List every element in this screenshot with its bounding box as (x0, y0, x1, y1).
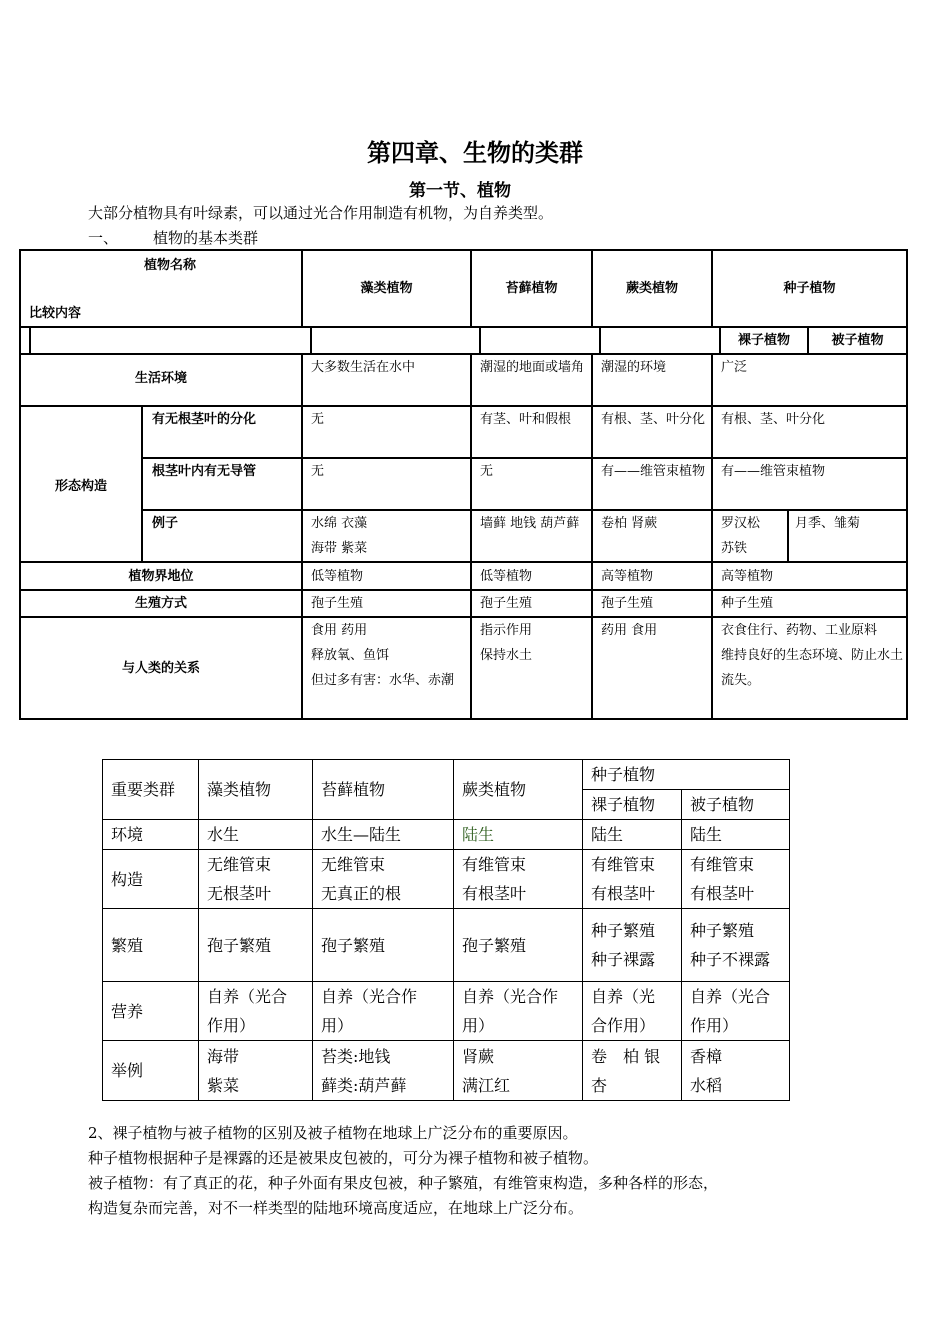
cell-line: 陆生 (690, 825, 723, 844)
table-cell (583, 820, 682, 850)
table-row (103, 982, 790, 1041)
col-header-algae: 藻类植物 (360, 281, 413, 296)
cell: 种子生殖 (721, 596, 774, 611)
cell-line: 合作用） (591, 1016, 656, 1035)
table-cell (682, 850, 790, 909)
table-cell (682, 909, 790, 982)
cell-line: 种子繁殖 (591, 921, 656, 940)
table-cell (313, 1041, 454, 1101)
cell-line: 无真正的根 (321, 884, 402, 903)
cell: 苏铁 (721, 541, 748, 556)
paragraph-line: 构造复杂而完善，对不一样类型的陆地环境高度适应，在地球上广泛分布。 (88, 1199, 584, 1217)
cell: 药用 食用 (601, 623, 658, 638)
table-cell (199, 820, 313, 850)
table-cell (313, 909, 454, 982)
cell: 有——维管束植物 (601, 464, 706, 479)
cell: 维持良好的生态环境、防止水土流失。 (721, 648, 904, 688)
cell: 潮湿的地面或墙角 (480, 360, 585, 375)
sub-header-gymnosperm: 裸子植物 (737, 333, 790, 348)
table-row (103, 1041, 790, 1101)
cell: 有茎、叶和假根 (480, 412, 572, 427)
cell-line: 肾蕨 (462, 1046, 495, 1066)
col-header-fern: 蕨类植物 (625, 281, 678, 296)
table-cell (199, 909, 313, 982)
cell: 潮湿的环境 (601, 360, 667, 375)
cell-line: 紫菜 (207, 1075, 240, 1095)
table-cell (583, 850, 682, 909)
cell-line: 香樟 (690, 1046, 723, 1066)
table-cell (682, 820, 790, 850)
paragraph-line: 种子植物根据种子是裸露的还是被果皮包被的，可分为裸子植物和被子植物。 (88, 1149, 599, 1167)
row-label-reproduction: 生殖方式 (134, 596, 187, 611)
cell: 低等植物 (480, 569, 533, 584)
row-label: 繁殖 (103, 909, 199, 982)
row-label-example: 例子 (152, 516, 179, 531)
heading-number: 一、 (88, 229, 119, 247)
cell-line: 作用） (207, 1016, 256, 1035)
table-cell (454, 850, 583, 909)
cell: 月季、雏菊 (795, 516, 861, 531)
cell: 孢子生殖 (601, 596, 654, 611)
cell-line: 苔类:地钱 (321, 1046, 391, 1066)
section-title: 第一节、植物 (409, 181, 511, 201)
cell-line: 用） (462, 1016, 495, 1035)
table-row (103, 850, 790, 909)
cell-line: 杏 (591, 1075, 608, 1095)
row-label-relation: 与人类的关系 (121, 661, 200, 676)
cell-line: 种子裸露 (591, 950, 656, 969)
cell-line: 孢子繁殖 (207, 935, 272, 955)
cell: 指示作用 (480, 623, 533, 638)
comparison-table (102, 759, 790, 1101)
cell-line: 藓类:葫芦藓 (321, 1075, 407, 1095)
row-label: 环境 (103, 820, 199, 850)
row-label: 营养 (103, 982, 199, 1041)
table-row (103, 820, 790, 850)
table-cell (199, 1041, 313, 1101)
cell-line: 有根茎叶 (591, 884, 656, 903)
row-label: 举例 (103, 1041, 199, 1101)
header-cell: 蕨类植物 (454, 760, 583, 820)
cell-line: 有维管束 (591, 855, 656, 874)
cell: 食用 药用 (311, 623, 368, 638)
row-label: 构造 (103, 850, 199, 909)
table-cell (682, 1041, 790, 1101)
cell: 低等植物 (311, 569, 364, 584)
table-row (103, 909, 790, 982)
cell-line: 无根茎叶 (207, 884, 272, 903)
cell-line: 满江红 (462, 1075, 511, 1095)
cell: 释放氧、鱼饵 (311, 648, 390, 663)
row-label-vessel: 根茎叶内有无导管 (152, 464, 257, 479)
cell: 无 (480, 464, 494, 479)
cell: 无 (311, 464, 325, 479)
cell: 有根、茎、叶分化 (721, 412, 826, 427)
plant-groups-table (19, 249, 908, 720)
cell: 高等植物 (721, 569, 774, 584)
cell: 有——维管束植物 (721, 464, 826, 479)
corner-bottom-label: 比较内容 (29, 306, 82, 321)
cell-line: 自养（光合作 (321, 987, 418, 1006)
cell-line: 作用） (690, 1016, 739, 1035)
header-cell: 藻类植物 (199, 760, 313, 820)
row-group-morphology: 形态构造 (54, 479, 107, 494)
cell-line: 孢子繁殖 (321, 935, 386, 955)
col-header-seed: 种子植物 (783, 281, 836, 296)
cell-line: 有根茎叶 (690, 884, 755, 903)
cell: 高等植物 (601, 569, 654, 584)
row-label-organ: 有无根茎叶的分化 (152, 412, 257, 427)
cell: 水绵 衣藻 (311, 516, 368, 531)
cell-line: 有根茎叶 (462, 884, 527, 903)
cell: 保持水土 (480, 648, 533, 663)
header-cell: 苔藓植物 (313, 760, 454, 820)
heading-text: 植物的基本类群 (153, 229, 259, 247)
document-title: 第四章、生物的类群 (367, 139, 583, 167)
intro-paragraph: 大部分植物具有叶绿素，可以通过光合作用制造有机物，为自养类型。 (88, 204, 554, 222)
table-cell (454, 982, 583, 1041)
row-label-environment: 生活环境 (134, 371, 187, 386)
header-cell: 重要类群 (103, 760, 199, 820)
cell-line: 卷 柏 银 (591, 1046, 661, 1066)
cell: 卷柏 肾蕨 (601, 516, 658, 531)
table-cell (313, 820, 454, 850)
cell: 墙藓 地钱 葫芦藓 (480, 516, 580, 531)
header-cell: 被子植物 (682, 790, 790, 820)
cell: 广泛 (721, 360, 748, 375)
cell: 无 (311, 412, 325, 427)
cell-line: 孢子繁殖 (462, 935, 527, 955)
cell-line: 有维管束 (690, 855, 755, 874)
cell: 孢子生殖 (311, 596, 364, 611)
cell-line: 有维管束 (462, 855, 527, 874)
cell-line: 自养（光合 (207, 987, 288, 1006)
table-cell (583, 909, 682, 982)
cell-line: 水生 (207, 825, 240, 844)
cell-line: 陆生 (591, 825, 624, 844)
cell-line: 水稻 (690, 1075, 723, 1095)
cell-line: 海带 (207, 1046, 240, 1066)
cell-line: 陆生 (462, 825, 495, 844)
cell: 有根、茎、叶分化 (601, 412, 706, 427)
table-cell (199, 850, 313, 909)
table-cell (313, 982, 454, 1041)
cell-line: 无维管束 (207, 855, 272, 874)
cell: 但过多有害：水华、赤潮 (311, 673, 455, 688)
table-cell (199, 982, 313, 1041)
table-cell (454, 909, 583, 982)
table-cell (454, 820, 583, 850)
header-cell: 裸子植物 (583, 790, 682, 820)
table-cell (583, 982, 682, 1041)
table-cell (313, 850, 454, 909)
table-cell (682, 982, 790, 1041)
cell-line: 自养（光合 (690, 987, 771, 1006)
sub-header-angiosperm: 被子植物 (831, 333, 884, 348)
cell-line: 用） (321, 1016, 354, 1035)
cell-line: 种子繁殖 (690, 921, 755, 940)
corner-top-label: 植物名称 (144, 258, 197, 273)
cell-line: 自养（光合作 (462, 987, 559, 1006)
cell: 衣食住行、药物、工业原料 (721, 623, 878, 638)
table-cell (583, 1041, 682, 1101)
paragraph-line: 被子植物：有了真正的花，种子外面有果皮包被，种子繁殖，有维管束构造，多种各样的形态， (88, 1174, 719, 1192)
cell: 大多数生活在水中 (311, 360, 416, 375)
cell-line: 无维管束 (321, 855, 386, 874)
cell: 海带 紫菜 (311, 541, 368, 556)
cell: 孢子生殖 (480, 596, 533, 611)
header-cell: 种子植物 (583, 760, 790, 790)
col-header-moss: 苔藓植物 (505, 281, 558, 296)
paragraph-line: 2、裸子植物与被子植物的区别及被子植物在地球上广泛分布的重要原因。 (88, 1124, 578, 1142)
cell: 罗汉松 (721, 516, 761, 531)
table-cell (454, 1041, 583, 1101)
cell-line: 种子不裸露 (690, 950, 771, 969)
row-label-status: 植物界地位 (128, 569, 194, 584)
cell-line: 水生—陆生 (321, 825, 402, 844)
cell-line: 自养（光 (591, 987, 656, 1006)
